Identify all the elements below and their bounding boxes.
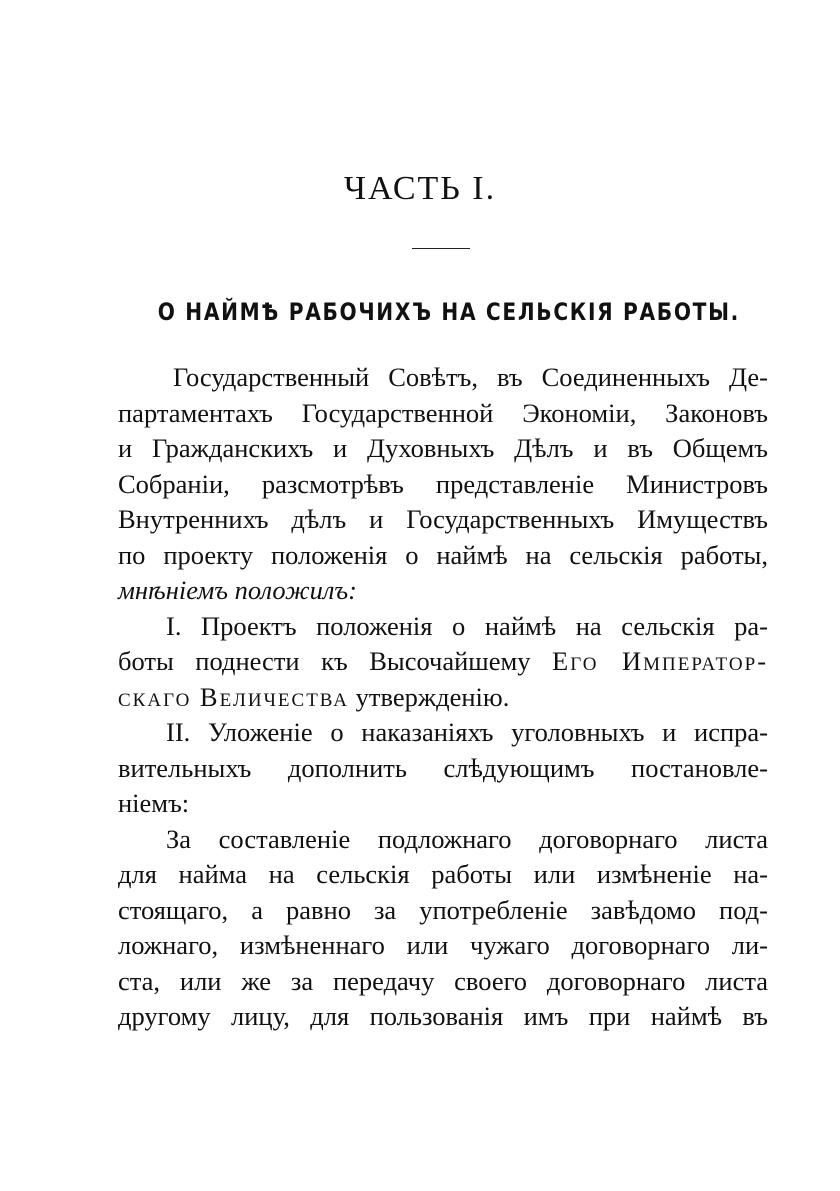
text-line: Внутреннихъ дѣлъ и Государственныхъ Имуществъ — [118, 504, 768, 534]
text-line: ста, или же за передачу своего договорнаго листа — [118, 965, 768, 996]
body-text — [118, 360, 768, 1035]
text-line: мнѣніемъ положилъ: — [118, 575, 357, 605]
text-line: ніемъ: — [118, 788, 190, 818]
text-fragment-smallcaps: скаго Величества — [118, 681, 349, 712]
text-line — [118, 644, 768, 680]
text-line: I. Проектъ положенія о наймѣ на сельскія ра- — [166, 610, 768, 641]
part-title: ЧАСТЬ I. — [343, 170, 497, 207]
section-heading: О НАЙМѢ РАБОЧИХЪ НА СЕЛЬСКІЯ РАБОТЫ. — [157, 298, 740, 326]
text-line: партаментахъ Государственной Экономіи, Законовъ — [118, 397, 768, 428]
text-line: другому лицу, для пользованія имъ при наймѣ въ — [118, 1001, 768, 1031]
text-line: вительныхъ дополнить слѣдующимъ постановле- — [118, 752, 768, 783]
text-line: по проекту положенія о наймѣ на сельскія работы, — [118, 539, 768, 570]
text-line: За составленіе подложнаго договорнаго листа — [166, 823, 768, 854]
title-divider — [412, 248, 470, 249]
text-fragment: утвержденію. — [355, 681, 510, 712]
text-line — [118, 680, 768, 716]
text-fragment: боты поднести къ Высочайшему — [118, 646, 531, 676]
text-line: и Гражданскихъ и Духовныхъ Дѣлъ и въ Общемъ — [118, 433, 768, 463]
text-line: Государственный Совѣтъ, въ Соединенныхъ Де- — [173, 362, 768, 392]
text-line: Собраніи, разсмотрѣвъ представленіе Министровъ — [118, 468, 768, 499]
text-line: стоящаго, а равно за употребленіе завѣдомо под- — [118, 894, 768, 925]
text-line: для найма на сельскія работы или измѣненіе на- — [118, 859, 768, 889]
text-fragment-smallcaps: Его Император- — [552, 646, 769, 676]
text-line: ложнаго, измѣненнаго или чужаго договорнаго ли- — [118, 930, 768, 960]
text-line: II. Уложеніе о наказаніяхъ уголовныхъ и испра- — [166, 717, 768, 747]
